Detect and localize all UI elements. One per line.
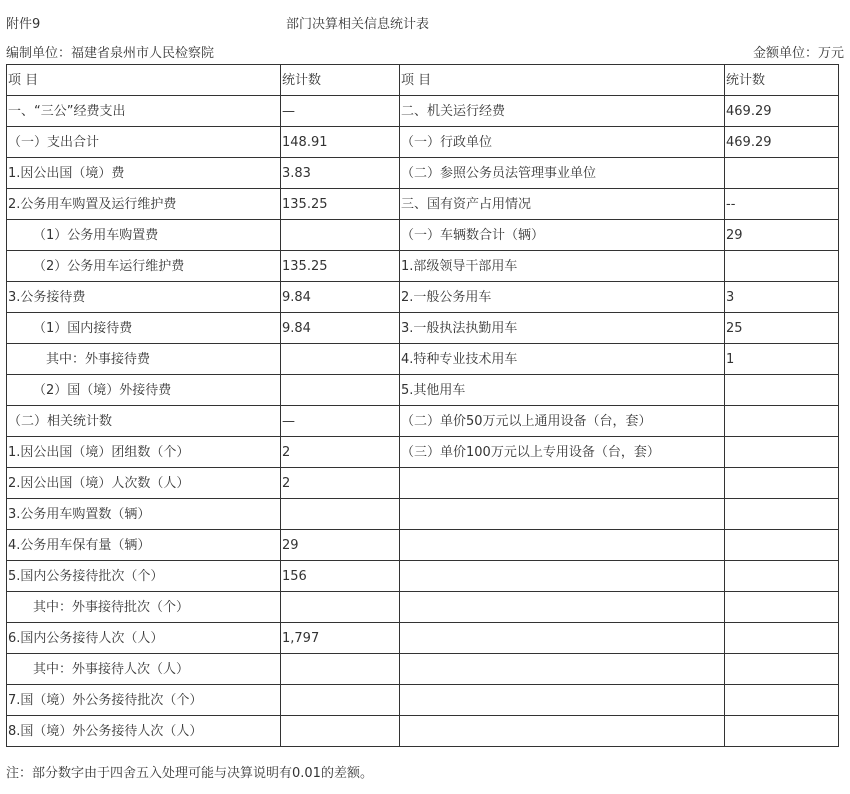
table-row [7, 623, 839, 654]
table-row [7, 189, 839, 220]
row-item-left: 1.因公出国（境）费 [7, 158, 281, 189]
row-value-left: 1,797 [281, 623, 400, 654]
row-item-right [400, 468, 725, 499]
row-item-left: （2）公务用车运行维护费 [7, 251, 281, 282]
table-row [7, 282, 839, 313]
table-row [7, 561, 839, 592]
row-item-right [400, 685, 725, 716]
row-value-left [281, 344, 400, 375]
table-row [7, 375, 839, 406]
header-item-left: 项 目 [7, 65, 281, 96]
row-value-right [725, 406, 839, 437]
row-value-right: -- [725, 189, 839, 220]
row-value-left: 29 [281, 530, 400, 561]
row-item-right: （三）单价100万元以上专用设备（台，套） [400, 437, 725, 468]
row-value-right: 25 [725, 313, 839, 344]
row-value-left [281, 685, 400, 716]
row-item-right [400, 499, 725, 530]
row-value-right [725, 437, 839, 468]
page-title: 部门决算相关信息统计表 [286, 17, 430, 32]
row-item-left: 2.公务用车购置及运行维护费 [7, 189, 281, 220]
row-value-right [725, 654, 839, 685]
header-value-left: 统计数 [281, 65, 400, 96]
row-value-right [725, 592, 839, 623]
table-row [7, 96, 839, 127]
table-row [7, 499, 839, 530]
row-value-right: 1 [725, 344, 839, 375]
row-value-right [725, 530, 839, 561]
table-row [7, 437, 839, 468]
table-row [7, 313, 839, 344]
row-value-right [725, 251, 839, 282]
row-item-left: 6.国内公务接待人次（人） [7, 623, 281, 654]
row-item-left: 其中：外事接待人次（人） [7, 654, 281, 685]
row-item-left: （1）国内接待费 [7, 313, 281, 344]
amount-unit: 金额单位：万元 [752, 46, 844, 61]
row-item-right: （一）行政单位 [400, 127, 725, 158]
row-value-left: 148.91 [281, 127, 400, 158]
row-item-left: 其中：外事接待费 [7, 344, 281, 375]
top-line [6, 13, 844, 31]
row-item-right: （一）车辆数合计（辆） [400, 220, 725, 251]
row-value-left: 9.84 [281, 282, 400, 313]
row-item-right [400, 623, 725, 654]
table-row [7, 158, 839, 189]
row-item-left: （1）公务用车购置费 [7, 220, 281, 251]
row-item-left: （一）支出合计 [7, 127, 281, 158]
table-row [7, 251, 839, 282]
row-item-right: 3.一般执法执勤用车 [400, 313, 725, 344]
row-item-right: 5.其他用车 [400, 375, 725, 406]
row-item-right [400, 716, 725, 747]
row-value-left [281, 716, 400, 747]
row-value-right [725, 685, 839, 716]
statistics-table [6, 64, 839, 747]
table-row [7, 592, 839, 623]
row-value-left: — [281, 96, 400, 127]
table-row [7, 530, 839, 561]
row-item-right: 三、国有资产占用情况 [400, 189, 725, 220]
table-row [7, 344, 839, 375]
row-item-left: 5.国内公务接待批次（个） [7, 561, 281, 592]
row-item-right: 2.一般公务用车 [400, 282, 725, 313]
row-value-right [725, 561, 839, 592]
row-value-right [725, 499, 839, 530]
table-row [7, 220, 839, 251]
header-value-right: 统计数 [725, 65, 839, 96]
row-item-left: 7.国（境）外公务接待批次（个） [7, 685, 281, 716]
row-value-right: 469.29 [725, 96, 839, 127]
row-value-left: 9.84 [281, 313, 400, 344]
row-value-left: — [281, 406, 400, 437]
row-value-left: 156 [281, 561, 400, 592]
row-value-left: 2 [281, 468, 400, 499]
row-item-left: （2）国（境）外接待费 [7, 375, 281, 406]
row-value-right [725, 158, 839, 189]
row-item-right: （二）参照公务员法管理事业单位 [400, 158, 725, 189]
row-item-left: 1.因公出国（境）团组数（个） [7, 437, 281, 468]
row-item-left: 3.公务接待费 [7, 282, 281, 313]
row-value-right [725, 375, 839, 406]
compiling-unit: 编制单位：福建省泉州市人民检察院 [6, 46, 215, 61]
table-row [7, 127, 839, 158]
row-value-right [725, 623, 839, 654]
row-value-right: 3 [725, 282, 839, 313]
table-row [7, 685, 839, 716]
row-item-right: 二、机关运行经费 [400, 96, 725, 127]
row-item-right: （二）单价50万元以上通用设备（台，套） [400, 406, 725, 437]
row-value-right [725, 716, 839, 747]
attachment-label: 附件9 [6, 17, 41, 32]
table-row [7, 468, 839, 499]
row-item-right [400, 592, 725, 623]
row-value-left [281, 654, 400, 685]
table-header-row [7, 65, 839, 96]
table-row [7, 406, 839, 437]
row-item-left: 8.国（境）外公务接待人次（人） [7, 716, 281, 747]
row-item-right: 1.部级领导干部用车 [400, 251, 725, 282]
row-value-left [281, 499, 400, 530]
row-item-left: 一、“三公”经费支出 [7, 96, 281, 127]
row-value-left [281, 592, 400, 623]
row-value-left: 135.25 [281, 251, 400, 282]
row-item-right: 4.特种专业技术用车 [400, 344, 725, 375]
table-row [7, 716, 839, 747]
row-item-left: 2.因公出国（境）人次数（人） [7, 468, 281, 499]
table-row [7, 654, 839, 685]
row-value-left: 135.25 [281, 189, 400, 220]
row-value-right: 469.29 [725, 127, 839, 158]
row-item-right [400, 654, 725, 685]
meta-line [6, 42, 844, 60]
row-value-right [725, 468, 839, 499]
row-value-left: 3.83 [281, 158, 400, 189]
row-item-left: 其中：外事接待批次（个） [7, 592, 281, 623]
row-item-left: 3.公务用车购置数（辆） [7, 499, 281, 530]
header-item-right: 项 目 [400, 65, 725, 96]
row-value-left: 2 [281, 437, 400, 468]
row-value-right: 29 [725, 220, 839, 251]
row-item-left: （二）相关统计数 [7, 406, 281, 437]
row-value-left [281, 375, 400, 406]
row-item-right [400, 530, 725, 561]
row-value-left [281, 220, 400, 251]
row-item-right [400, 561, 725, 592]
row-item-left: 4.公务用车保有量（辆） [7, 530, 281, 561]
footnote: 注：部分数字由于四舍五入处理可能与决算说明有0.01的差额。 [6, 766, 373, 781]
